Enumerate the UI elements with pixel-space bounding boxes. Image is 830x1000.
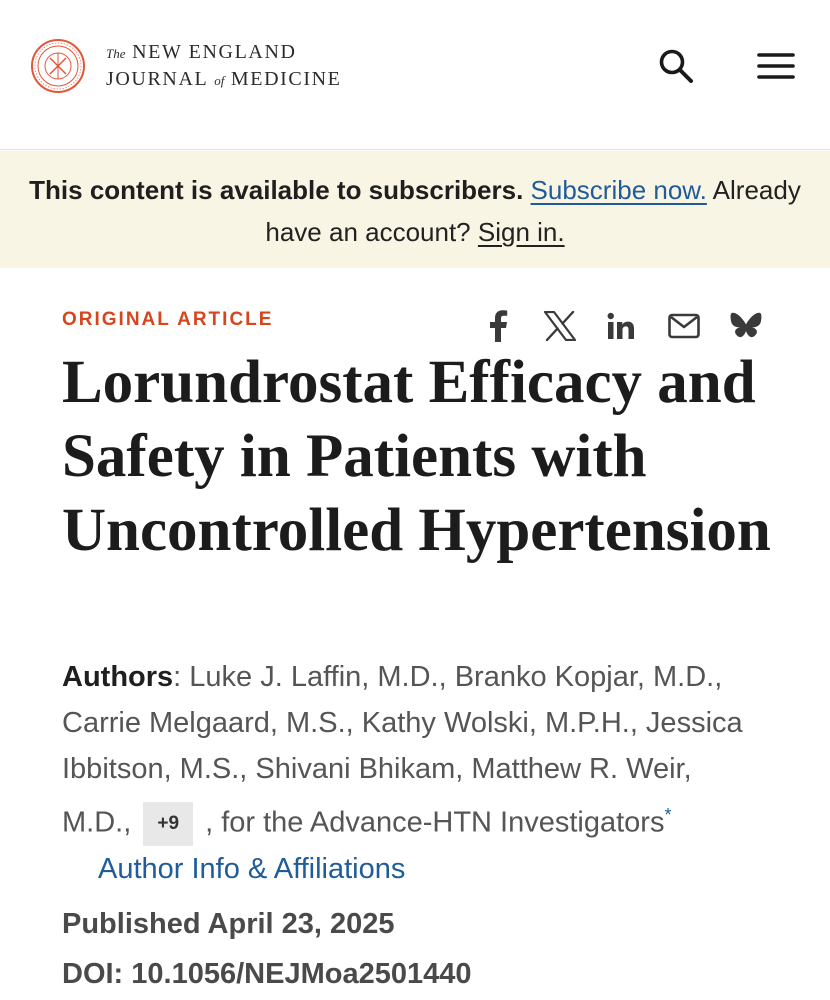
share-linkedin-button[interactable]	[602, 308, 640, 344]
facebook-icon	[487, 310, 509, 342]
brand-the: The	[106, 46, 126, 61]
sign-in-link[interactable]: Sign in.	[477, 217, 565, 247]
author-list: Authors: Luke J. Laffin, M.D., Branko Kopjar, M.D., Carrie Melgaard, M.S., Kathy Wolski, M.P.H., Jessica Ibbitson, M.S., Shivani Bhikam, Matthew R. Weir, M.D., +9 , for the Advance-HTN Investigators* Author Info & Affiliations	[62, 661, 743, 885]
group-footnote-marker[interactable]: *	[664, 805, 672, 825]
author-group: , for the Advance-HTN Investigators	[205, 806, 665, 839]
authors-names: Luke J. Laffin, M.D., Branko Kopjar, M.D., Carrie Melgaard, M.S., Kathy Wolski, M.P.H., Jessica Ibbitson, M.S., Shivani Bhikam, Matthew R. Weir, M.D.,	[62, 661, 743, 839]
authors-label: Authors	[62, 661, 174, 693]
brand-of: of	[214, 73, 225, 88]
brand-line2a: JOURNAL	[106, 68, 208, 90]
site-header	[0, 0, 830, 150]
nejm-seal-logo[interactable]	[30, 38, 86, 94]
account-prompt: Already have an account?	[265, 175, 801, 247]
search-icon	[658, 48, 694, 84]
share-email-button[interactable]	[664, 308, 704, 344]
search-button[interactable]	[654, 44, 698, 88]
email-icon	[668, 313, 700, 339]
brand-line2b: MEDICINE	[230, 68, 342, 90]
article-type-label: ORIGINAL ARTICLE	[62, 309, 274, 330]
share-facebook-button[interactable]	[480, 308, 516, 344]
brand-line1: NEW ENGLAND	[132, 41, 297, 63]
more-authors-button[interactable]: +9	[143, 802, 193, 846]
hamburger-menu-icon	[757, 52, 795, 80]
journal-wordmark[interactable]	[106, 40, 342, 94]
menu-button[interactable]	[752, 44, 800, 88]
author-affiliations-link[interactable]: Author Info & Affiliations	[98, 853, 406, 885]
subscribe-link[interactable]: Subscribe now.	[530, 175, 707, 205]
doi[interactable]: DOI: 10.1056/NEJMoa2501440	[62, 958, 472, 990]
subscriber-banner	[0, 151, 830, 268]
bluesky-icon	[730, 312, 762, 340]
x-icon	[544, 311, 576, 341]
article-title: Lorundrostat Efficacy and Safety in Patients with Uncontrolled Hypertension	[62, 349, 771, 564]
banner-message: This content is available to subscribers.	[29, 175, 524, 205]
share-bluesky-button[interactable]	[726, 308, 766, 344]
published-date: Published April 23, 2025	[62, 908, 395, 940]
linkedin-icon	[607, 312, 635, 340]
share-x-button[interactable]	[540, 308, 580, 344]
